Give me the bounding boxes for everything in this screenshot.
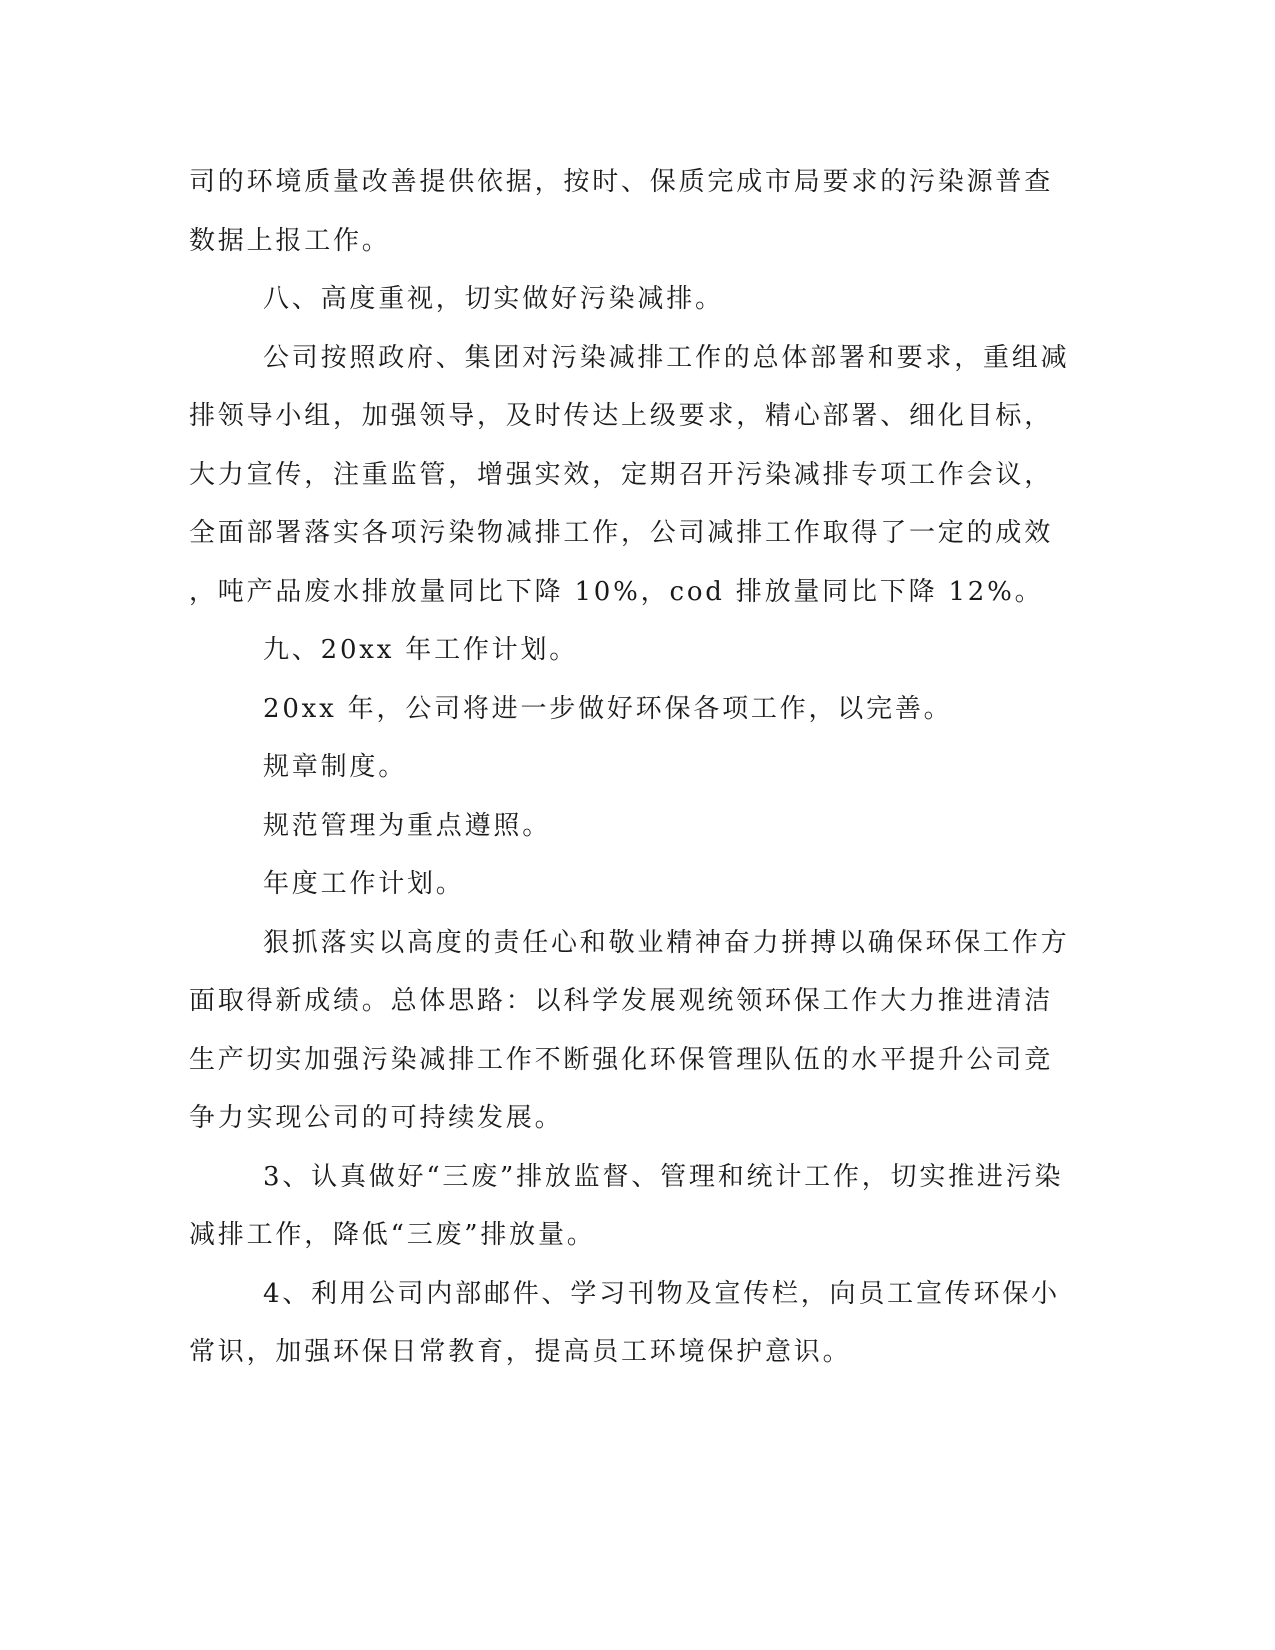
text-line: ，吨产品废水排放量同比下降 10%，cod 排放量同比下降 12%。 (189, 577, 1044, 607)
text-line: 司的环境质量改善提供依据，按时、保质完成市局要求的污染源普查 (189, 167, 1054, 197)
text-line: 4、利用公司内部邮件、学习刊物及宣传栏，向员工宣传环保小 (263, 1279, 1060, 1309)
text-line: 规章制度。 (263, 752, 408, 782)
text-line: 排领导小组，加强领导，及时传达上级要求，精心部署、细化目标， (189, 401, 1054, 431)
text-line: 规范管理为重点遵照。 (263, 811, 552, 841)
text-line: 减排工作，降低“三废”排放量。 (189, 1220, 596, 1250)
text-line: 生产切实加强污染减排工作不断强化环保管理队伍的水平提升公司竞 (189, 1045, 1054, 1075)
text-line: 公司按照政府、集团对污染减排工作的总体部署和要求，重组减 (263, 343, 1070, 373)
section-heading: 九、20xx 年工作计划。 (263, 635, 579, 665)
text-line: 狠抓落实以高度的责任心和敬业精神奋力拼搏以确保环保工作方 (263, 928, 1070, 958)
text-line: 大力宣传，注重监管，增强实效，定期召开污染减排专项工作会议， (189, 460, 1054, 490)
section-heading: 八、高度重视，切实做好污染减排。 (263, 284, 724, 314)
text-line: 争力实现公司的可持续发展。 (189, 1103, 564, 1133)
text-line: 20xx 年，公司将进一步做好环保各项工作，以完善。 (263, 694, 953, 724)
text-line: 年度工作计划。 (263, 869, 465, 899)
text-line: 3、认真做好“三废”排放监督、管理和统计工作，切实推进污染 (263, 1162, 1064, 1192)
text-line: 常识，加强环保日常教育，提高员工环境保护意识。 (189, 1337, 852, 1367)
text-line: 数据上报工作。 (189, 226, 391, 256)
text-line: 全面部署落实各项污染物减排工作，公司减排工作取得了一定的成效 (189, 518, 1054, 548)
text-line: 面取得新成绩。总体思路：以科学发展观统领环保工作大力推进清洁 (189, 986, 1054, 1016)
